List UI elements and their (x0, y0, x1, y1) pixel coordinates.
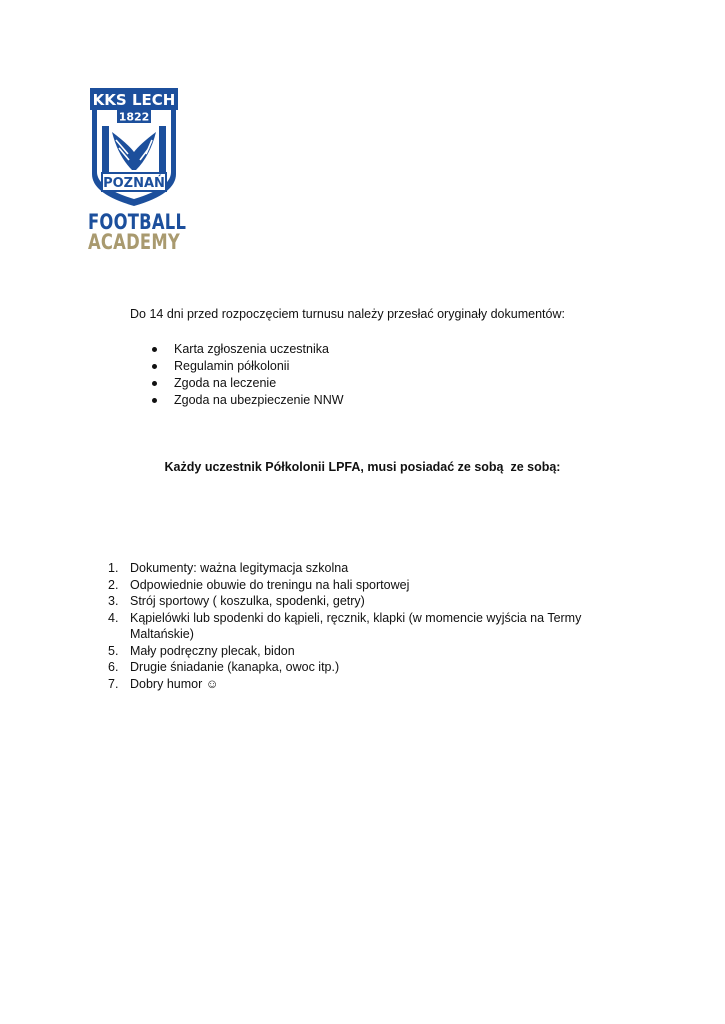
badge-year-text: 1822 (118, 110, 150, 124)
list-item (108, 593, 598, 610)
wordmark-line2: ACADEMY (88, 230, 180, 254)
list-item (108, 659, 598, 676)
badge-top-text: KKS LECH (92, 91, 176, 109)
list-item (152, 375, 344, 392)
item-text: Kąpielówki lub spodenki do kąpieli, ręcznik, klapki (w momencie wyjścia na Termy Maltańskie) (130, 610, 582, 641)
item-text: Strój sportowy ( koszulka, spodenki, getry) (130, 594, 365, 608)
item-text: Drugie śniadanie (kanapka, owoc itp.) (130, 660, 340, 674)
list-item (152, 358, 344, 375)
list-item (108, 577, 598, 594)
section-heading: Każdy uczestnik Półkolonii LPFA, musi posiadać ze sobą ze sobą: (164, 460, 561, 474)
item-number: 7. (108, 676, 119, 691)
crest-icon (88, 86, 180, 208)
document-label: Zgoda na leczenie (174, 376, 277, 390)
requirements-list (108, 560, 598, 692)
intro-text: Do 14 dni przed rozpoczęciem turnusu należy przesłać oryginały dokumentów: (130, 307, 565, 321)
documents-list (152, 341, 344, 409)
bullet-icon (152, 381, 157, 386)
item-number: 2. (108, 577, 119, 592)
item-text: Dokumenty: ważna legitymacja szkolna (130, 561, 349, 575)
bullet-icon (152, 347, 157, 352)
item-number: 3. (108, 594, 119, 608)
item-number: 5. (108, 643, 119, 658)
item-text: Odpowiednie obuwie do treningu na hali sportowej (130, 577, 410, 592)
item-number: 1. (108, 561, 119, 575)
list-item (108, 610, 598, 643)
item-number: 4. (108, 610, 119, 625)
academy-wordmark (88, 210, 187, 254)
item-number: 6. (108, 660, 119, 674)
list-item (152, 341, 344, 358)
list-item (108, 676, 598, 693)
document-label: Karta zgłoszenia uczestnika (174, 342, 329, 356)
bullet-icon (152, 364, 157, 369)
item-text: Mały podręczny plecak, bidon (130, 643, 295, 658)
list-item (108, 643, 598, 660)
list-item (152, 392, 344, 409)
wordmark-line1: FOOTBALL (88, 210, 187, 234)
badge-city-text: POZNAŃ (103, 176, 165, 191)
item-text: Dobry humor ☺ (130, 676, 219, 691)
document-label: Zgoda na ubezpieczenie NNW (174, 393, 344, 407)
bullet-icon (152, 398, 157, 403)
document-label: Regulamin półkolonii (174, 359, 290, 373)
club-logo (88, 86, 187, 254)
list-item (108, 560, 598, 577)
